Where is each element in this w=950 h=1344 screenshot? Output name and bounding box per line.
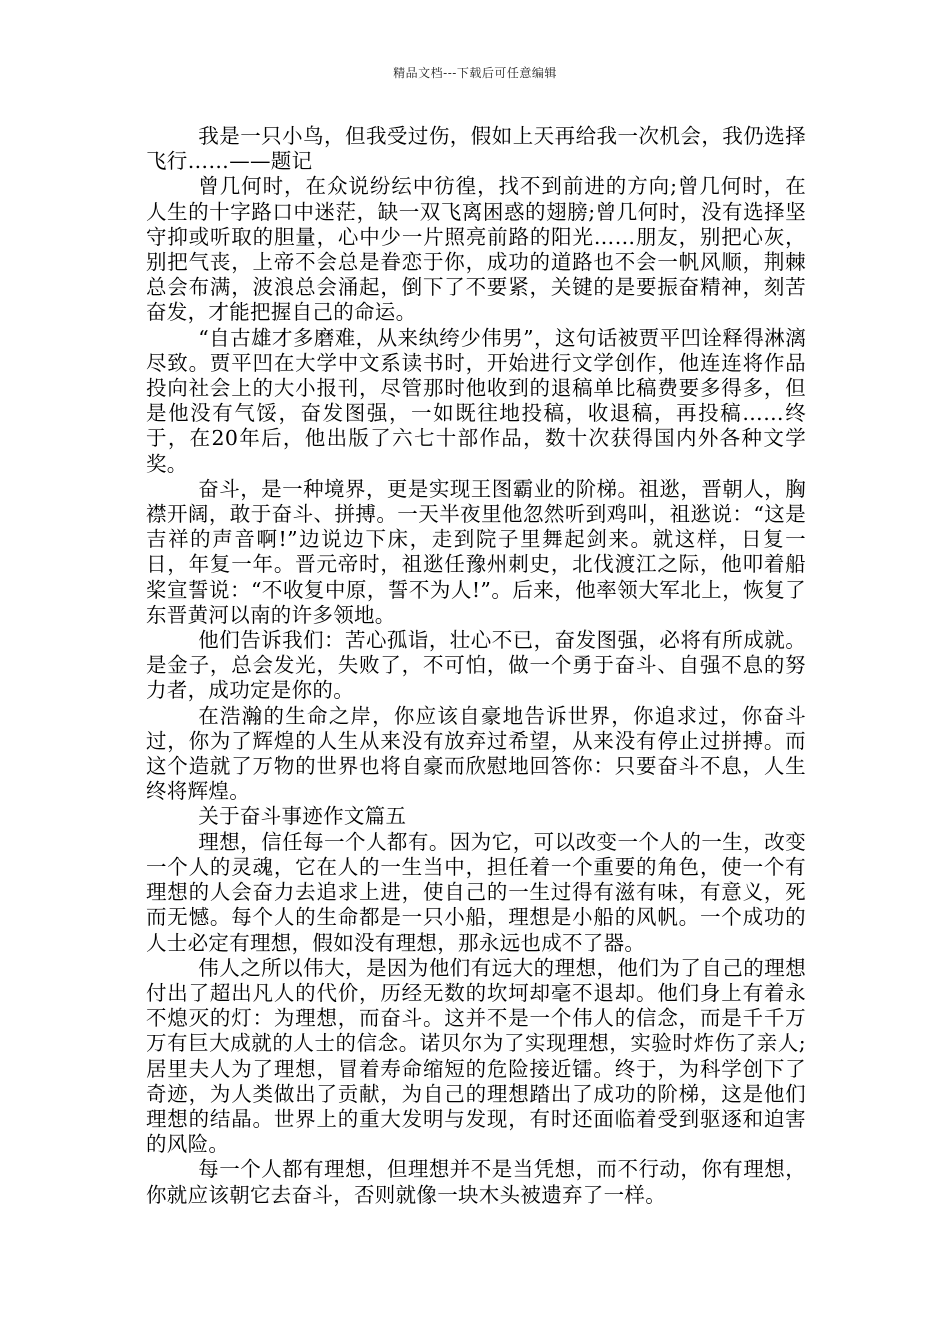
document-body (146, 124, 806, 1208)
body-paragraph: “自古雄才多磨难，从来纨绔少伟男”，这句话被贾平凹诠释得淋漓尽致。贾平凹在大学中文系读书时，开始进行文学创作，他连连将作品投向社会上的大小报刊，尽管那时他收到的退稿单比稿费要多得多，但是他没有气馁，奋发图强，一如既往地投稿，收退稿，再投稿……终于，在20年后，他出版了六七十部作品，数十次获得国内外各种文学奖。 (146, 325, 806, 476)
body-paragraph: 奋斗，是一种境界，更是实现王图霸业的阶梯。祖逖，晋朝人，胸襟开阔，敢于奋斗、拼搏。一天半夜里他忽然听到鸡叫，祖逖说：“这是吉祥的声音啊!”边说边下床，走到院子里舞起剑来。就这样，日复一日，年复一年。晋元帝时，祖逖任豫州刺史，北伐渡江之际，他叩着船桨宣誓说：“不收复中原，誓不为人!”。后来，他率领大军北上，恢复了东晋黄河以南的许多领地。 (146, 476, 806, 627)
body-paragraph: 理想，信任每一个人都有。因为它，可以改变一个人的一生，改变一个人的灵魂，它在人的一生当中，担任着一个重要的角色，使一个有理想的人会奋力去追求上进，使自己的一生过得有滋有味，有意义，死而无憾。每个人的生命都是一只小船，理想是小船的风帆。一个成功的人士必定有理想，假如没有理想，那永远也成不了器。 (146, 829, 806, 955)
section-heading: 关于奋斗事迹作文篇五 (198, 804, 407, 829)
body-paragraph: 曾几何时，在众说纷纭中彷徨，找不到前进的方向;曾几何时，在人生的十字路口中迷茫，缺一双飞离困惑的翅膀;曾几何时，没有选择坚守抑或听取的胆量，心中少一片照亮前路的阳光……朋友，别把心灰，别把气丧，上帝不会总是眷恋于你，成功的道路也不会一帆风顺，荆棘总会布满，波浪总会涌起，倒下了不要紧，关键的是要振奋精神，刻苦奋发，才能把握自己的命运。 (146, 174, 806, 325)
body-paragraph: 伟人之所以伟大，是因为他们有远大的理想，他们为了自己的理想付出了超出凡人的代价，历经无数的坎坷却毫不退却。他们身上有着永不熄灭的灯：为理想，而奋斗。这并不是一个伟人的信念，而是千千万万有巨大成就的人士的信念。诺贝尔为了实现理想，实验时炸伤了亲人;居里夫人为了理想，冒着寿命缩短的危险接近镭。终于，为科学创下了奇迹，为人类做出了贡献，为自己的理想踏出了成功的阶梯，这是他们理想的结晶。世界上的重大发明与发现，有时还面临着受到驱逐和迫害的风险。 (146, 955, 806, 1157)
page-header: 精品文档---下载后可任意编辑 (393, 66, 557, 80)
body-paragraph: 在浩瀚的生命之岸，你应该自豪地告诉世界，你追求过，你奋斗过，你为了辉煌的人生从来没有放弃过希望，从来没有停止过拼搏。而这个造就了万物的世界也将自豪而欣慰地回答你：只要奋斗不息，人生终将辉煌。 (146, 703, 806, 804)
epigraph-paragraph: 我是一只小鸟，但我受过伤，假如上天再给我一次机会，我仍选择飞行……——题记 (146, 124, 806, 174)
body-paragraph: 他们告诉我们：苦心孤诣，壮心不已，奋发图强，必将有所成就。是金子，总会发光，失败了，不可怕，做一个勇于奋斗、自强不息的努力者，成功定是你的。 (146, 628, 806, 703)
body-paragraph: 每一个人都有理想，但理想并不是当凭想，而不行动，你有理想，你就应该朝它去奋斗，否则就像一块木头被遗弃了一样。 (146, 1157, 806, 1207)
